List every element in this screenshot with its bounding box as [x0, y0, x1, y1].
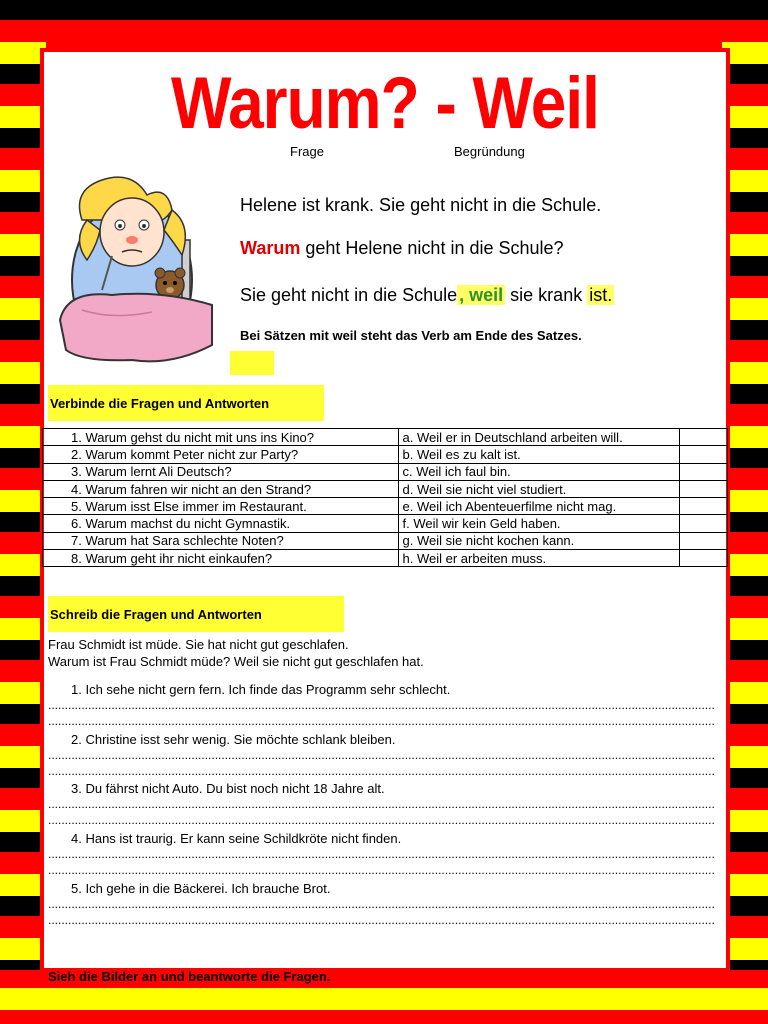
task-prompt: 3. Du fährst nicht Auto. Du bist noch nicht 18 Jahre alt. — [71, 781, 385, 796]
task-prompt: 5. Ich gehe in die Bäckerei. Ich brauche Brot. — [71, 881, 331, 896]
match-entry-cell[interactable] — [680, 498, 728, 515]
answer-main-clause: Sie geht nicht in die Schule — [240, 285, 458, 305]
task-prompt: 4. Hans ist traurig. Er kann seine Schildkröte nicht finden. — [71, 831, 402, 846]
answer-cell: c. Weil ich faul bin. — [398, 463, 680, 480]
writing-example-line1: Frau Schmidt ist müde. Sie hat nicht gut geschlafen. — [48, 637, 349, 652]
answer-cell: b. Weil es zu kalt ist. — [398, 446, 680, 463]
table-row — [43, 498, 728, 515]
task-prompt: 1. Ich sehe nicht gern fern. Ich finde das Programm sehr schlecht. — [71, 682, 451, 697]
highlight-box — [230, 351, 274, 375]
answer-line[interactable]: ........................................................................................................................................................................................................ — [48, 813, 715, 827]
section-heading-verbinde: Verbinde die Fragen und Antworten — [48, 385, 324, 421]
matching-table — [42, 428, 728, 567]
answer-cell: a. Weil er in Deutschland arbeiten will. — [398, 429, 680, 446]
match-entry-cell[interactable] — [680, 550, 728, 567]
question-cell: 7. Warum hat Sara schlechte Noten? — [43, 532, 399, 549]
question-rest: geht Helene nicht in die Schule? — [300, 238, 564, 258]
writing-task — [48, 732, 724, 779]
conjunction-weil: , weil — [459, 285, 504, 305]
question-cell: 4. Warum fahren wir nicht an den Strand? — [43, 480, 399, 497]
subtitle-begruendung: Begründung — [454, 144, 525, 159]
question-cell: 8. Warum geht ihr nicht einkaufen? — [43, 550, 399, 567]
answer-line[interactable]: ........................................................................................................................................................................................................ — [48, 847, 715, 861]
answer-line[interactable]: ........................................................................................................................................................................................................ — [48, 748, 715, 762]
match-entry-cell[interactable] — [680, 515, 728, 532]
final-verb-ist: ist. — [589, 285, 613, 305]
grammar-rule: Bei Sätzen mit weil steht das Verb am Ende des Satzes. — [240, 328, 582, 343]
writing-task — [48, 881, 724, 928]
match-entry-cell[interactable] — [680, 446, 728, 463]
task-prompt: 2. Christine isst sehr wenig. Sie möchte schlank bleiben. — [71, 732, 396, 747]
answer-line[interactable]: ........................................................................................................................................................................................................ — [48, 913, 715, 927]
answer-sub-clause: sie krank — [505, 285, 588, 305]
writing-example-line2: Warum ist Frau Schmidt müde? Weil sie nicht gut geschlafen hat. — [48, 654, 424, 669]
writing-task — [48, 682, 724, 729]
table-row — [43, 515, 728, 532]
table-row — [43, 480, 728, 497]
question-cell: 1. Warum gehst du nicht mit uns ins Kino? — [43, 429, 399, 446]
question-cell: 2. Warum kommt Peter nicht zur Party? — [43, 446, 399, 463]
question-cell: 6. Warum machst du nicht Gymnastik. — [43, 515, 399, 532]
question-word-warum: Warum — [240, 238, 301, 258]
worksheet — [40, 48, 730, 984]
answer-line[interactable]: ........................................................................................................................................................................................................ — [48, 764, 715, 778]
question-cell: 3. Warum lernt Ali Deutsch? — [43, 463, 399, 480]
example-question — [240, 238, 564, 259]
answer-line[interactable]: ........................................................................................................................................................................................................ — [48, 797, 715, 811]
answer-line[interactable]: ........................................................................................................................................................................................................ — [48, 897, 715, 911]
subtitle-frage: Frage — [290, 144, 324, 159]
table-row — [43, 532, 728, 549]
answer-line[interactable]: ........................................................................................................................................................................................................ — [48, 698, 715, 712]
question-cell: 5. Warum isst Else immer im Restaurant. — [43, 498, 399, 515]
match-entry-cell[interactable] — [680, 463, 728, 480]
writing-task — [48, 781, 724, 828]
sick-girl-in-bed-illustration — [52, 170, 222, 366]
match-entry-cell[interactable] — [680, 429, 728, 446]
table-row — [43, 463, 728, 480]
match-entry-cell[interactable] — [680, 532, 728, 549]
answer-cell: d. Weil sie nicht viel studiert. — [398, 480, 680, 497]
section-heading-schreib: Schreib die Fragen und Antworten — [48, 596, 344, 632]
example-answer — [240, 285, 614, 306]
answer-line[interactable]: ........................................................................................................................................................................................................ — [48, 863, 715, 877]
answer-cell: h. Weil er arbeiten muss. — [398, 550, 680, 567]
table-row — [43, 429, 728, 446]
answer-line[interactable]: ........................................................................................................................................................................................................ — [48, 714, 715, 728]
answer-cell: f. Weil wir kein Geld haben. — [398, 515, 680, 532]
section-heading-sieh: Sieh die Bilder an und beantworte die Fragen. — [48, 969, 331, 984]
worksheet-title: Warum? - Weil — [171, 61, 599, 144]
example-statement: Helene ist krank. Sie geht nicht in die Schule. — [240, 195, 602, 215]
answer-cell: g. Weil sie nicht kochen kann. — [398, 532, 680, 549]
table-row — [43, 550, 728, 567]
match-entry-cell[interactable] — [680, 480, 728, 497]
writing-task — [48, 831, 724, 878]
table-row — [43, 446, 728, 463]
flag-border-top — [0, 0, 768, 48]
answer-cell: e. Weil ich Abenteuerfilme nicht mag. — [398, 498, 680, 515]
